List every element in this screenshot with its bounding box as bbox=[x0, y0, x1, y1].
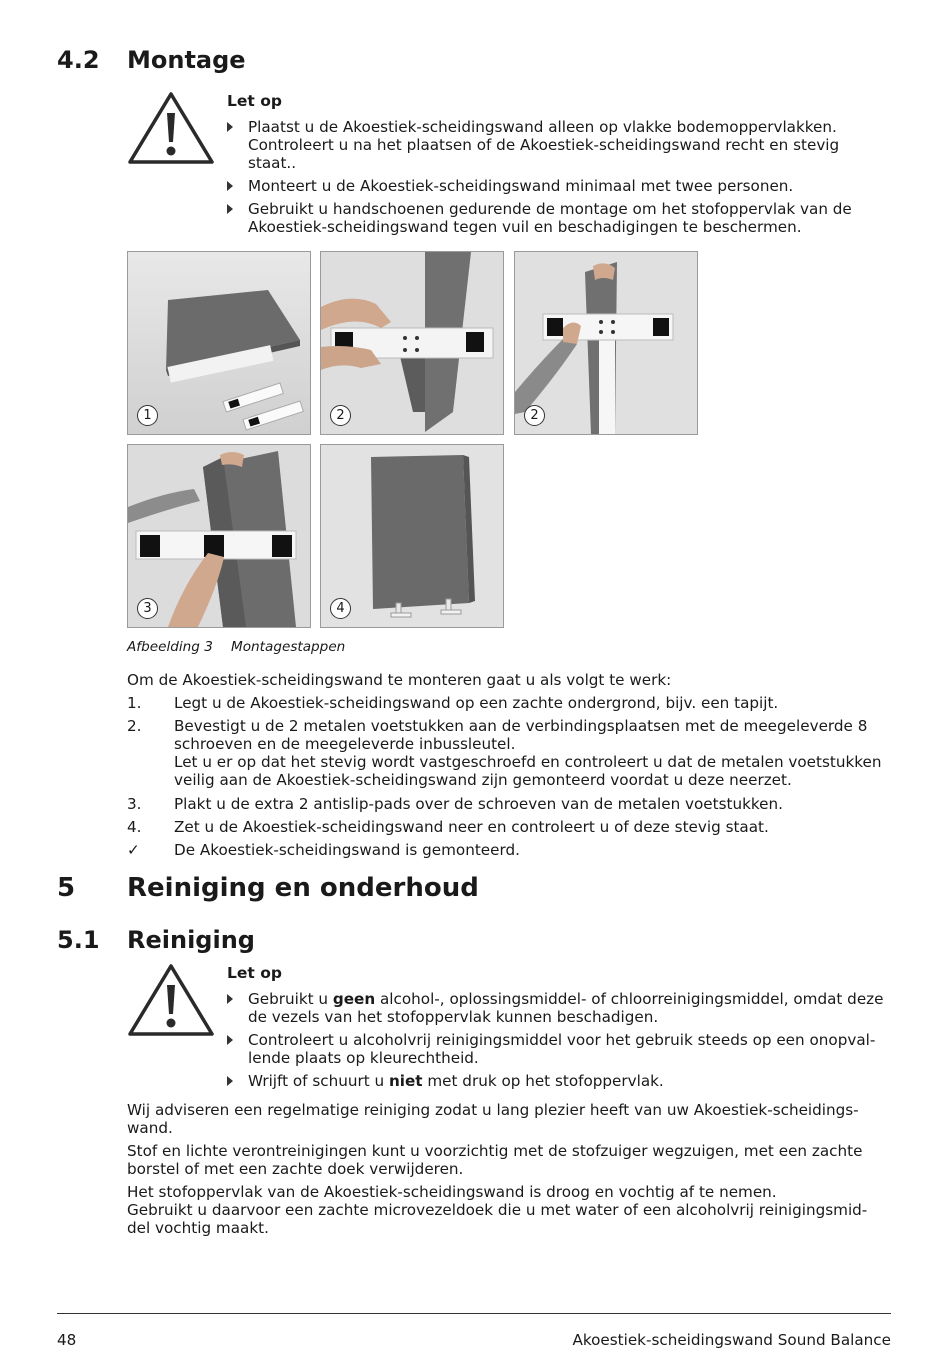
step-photo bbox=[127, 444, 311, 628]
step-photo bbox=[320, 444, 504, 628]
warning-item: Monteert u de Akoestiek-scheidingswand minimaal met twee personen. bbox=[227, 177, 892, 195]
section-title: Montage bbox=[127, 46, 246, 74]
warning-triangle-icon bbox=[127, 91, 215, 165]
figure-caption-label: Afbeelding 3 bbox=[127, 639, 213, 655]
list-item: 2. Bevestigt u de 2 metalen voetstukken aan de verbindingsplaatsen met de meegeleverde 8 schroeven en de meegeleverde inbussleutel. Let u er op dat het stevig wordt vastgeschroefd en controleert u dat de metalen voetstukken veilig aan de Akoestiek-scheidingswand zijn gemonteerd voordat u deze neerzet. bbox=[127, 717, 882, 789]
step-index: 3. bbox=[127, 795, 142, 813]
step-photo bbox=[514, 251, 698, 435]
step-photo bbox=[127, 251, 311, 435]
list-item: 3. Plakt u de extra 2 antislip-pads over de schroeven van de metalen voetstukken. bbox=[127, 795, 783, 813]
page-number: 48 bbox=[57, 1331, 77, 1349]
step-number: 4 bbox=[330, 598, 351, 619]
warning-heading: Let op bbox=[227, 964, 282, 982]
step-number: 1 bbox=[137, 405, 158, 426]
warning-triangle-icon bbox=[127, 963, 215, 1037]
warning-item: Wrijft of schuurt u niet met druk op het stofoppervlak. bbox=[227, 1072, 892, 1090]
footer-divider bbox=[57, 1313, 891, 1314]
step-number: 2 bbox=[330, 405, 351, 426]
chapter-number: 5 bbox=[57, 873, 76, 903]
warning-item: Gebruikt u handschoenen gedurende de montage om het stofoppervlak van de Akoestiek-scheidingswand tegen vuil en beschadigingen te beschermen. bbox=[227, 200, 892, 236]
paragraph: Stof en lichte verontreinigingen kunt u voorzichtig met de stofzuiger wegzuigen, met een zachte borstel of met een zachte doek verwijderen. bbox=[127, 1142, 863, 1178]
result-item: ✓ De Akoestiek-scheidingswand is gemonteerd. bbox=[127, 841, 520, 859]
step-photo bbox=[320, 251, 504, 435]
paragraph: Wij adviseren een regelmatige reiniging zodat u lang plezier heeft van uw Akoestiek-scheidings- wand. bbox=[127, 1101, 859, 1137]
step-index: 1. bbox=[127, 694, 142, 712]
footer-product-name: Akoestiek-scheidingswand Sound Balance bbox=[572, 1331, 891, 1349]
list-item: 4. Zet u de Akoestiek-scheidingswand neer en controleert u of deze stevig staat. bbox=[127, 818, 769, 836]
bullet-arrow-icon bbox=[227, 181, 233, 191]
paragraph: Het stofoppervlak van de Akoestiek-scheidingswand is droog en vochtig af te nemen. Gebruikt u daarvoor een zachte microvezeldoek die u met water of een alcoholvrij reinigingsmid- del vochtig maakt. bbox=[127, 1183, 868, 1237]
warning-item: Plaatst u de Akoestiek-scheidingswand alleen op vlakke bodemoppervlakken. Controleert u na het plaatsen of de Akoestiek-scheidingswand recht en stevig staat.. bbox=[227, 118, 892, 172]
list-item: 1. Legt u de Akoestiek-scheidingswand op een zachte ondergrond, bijv. een tapijt. bbox=[127, 694, 779, 712]
warning-item: Controleert u alcoholvrij reinigingsmiddel voor het gebruik steeds op een onopval- lende plaats op kleurechtheid. bbox=[227, 1031, 892, 1067]
warning-heading: Let op bbox=[227, 92, 282, 110]
step-number: 3 bbox=[137, 598, 158, 619]
procedure-intro: Om de Akoestiek-scheidingswand te monteren gaat u als volgt te werk: bbox=[127, 671, 672, 689]
bullet-arrow-icon bbox=[227, 1035, 233, 1045]
section-title: Reiniging bbox=[127, 926, 255, 954]
figure-caption-text: Montagestappen bbox=[231, 639, 346, 655]
bullet-arrow-icon bbox=[227, 994, 233, 1004]
bullet-arrow-icon bbox=[227, 204, 233, 214]
step-index: 4. bbox=[127, 818, 142, 836]
step-number: 2 bbox=[524, 405, 545, 426]
step-index: 2. bbox=[127, 717, 142, 735]
bullet-arrow-icon bbox=[227, 122, 233, 132]
warning-item: Gebruikt u geen alcohol-, oplossingsmiddel- of chloorreinigingsmiddel, omdat deze de vezels van het stofoppervlak kunnen beschadigen. bbox=[227, 990, 892, 1026]
section-number: 5.1 bbox=[57, 926, 100, 954]
bullet-arrow-icon bbox=[227, 1076, 233, 1086]
chapter-title: Reiniging en onderhoud bbox=[127, 873, 479, 903]
check-icon: ✓ bbox=[127, 841, 140, 859]
section-number: 4.2 bbox=[57, 46, 100, 74]
